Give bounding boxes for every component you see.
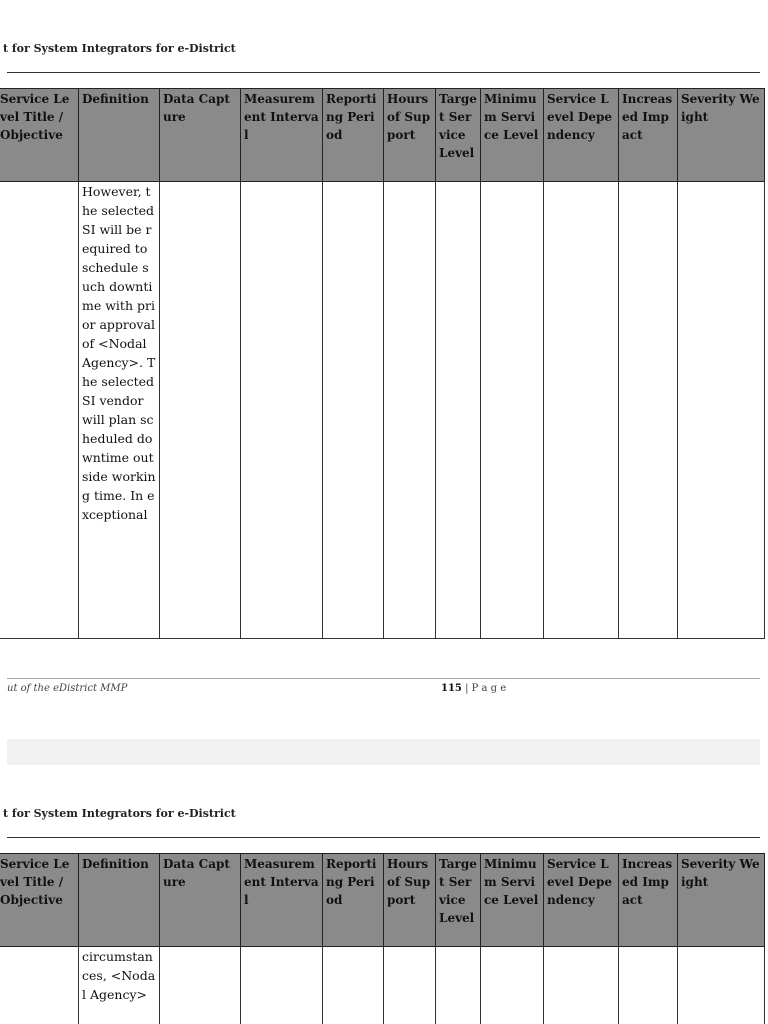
column-header: Minimum Service Level bbox=[481, 854, 544, 947]
table-row bbox=[0, 947, 765, 1024]
column-header: Definition bbox=[79, 854, 160, 947]
column-header: Increased Impact bbox=[619, 854, 678, 947]
table-cell bbox=[323, 182, 384, 639]
sla-table bbox=[0, 853, 765, 1024]
column-header: Hours of Support bbox=[384, 854, 436, 947]
column-header: Hours of Support bbox=[384, 89, 436, 182]
table-cell bbox=[160, 182, 241, 639]
table-cell bbox=[678, 947, 765, 1024]
table-cell bbox=[436, 947, 481, 1024]
table-cell bbox=[0, 182, 79, 639]
table-cell bbox=[619, 182, 678, 639]
column-header: Target Service Level bbox=[436, 854, 481, 947]
column-header: Reporting Period bbox=[323, 854, 384, 947]
page-label: | P a g e bbox=[465, 683, 507, 694]
footer-source: ut of the eDistrict MMP bbox=[7, 683, 128, 694]
column-header: Increased Impact bbox=[619, 89, 678, 182]
table-cell bbox=[160, 947, 241, 1024]
definition-cell: circumstances, <Nodal Agency> bbox=[79, 947, 160, 1024]
definition-cell: However, the selected SI will be required to schedule such downtime with prior approval of <Nodal Agency>. The selected SI vendor will plan scheduled downtime outside working time. In exceptional bbox=[79, 182, 160, 639]
column-header: Measurement Interval bbox=[241, 89, 323, 182]
column-header: Definition bbox=[79, 89, 160, 182]
document-header: t for System Integrators for e-District bbox=[3, 807, 236, 820]
column-header: Service Level Title / Objective bbox=[0, 854, 79, 947]
column-header: Measurement Interval bbox=[241, 854, 323, 947]
table-cell bbox=[436, 182, 481, 639]
table-cell bbox=[241, 182, 323, 639]
column-header: Service Level Dependency bbox=[544, 89, 619, 182]
table-row bbox=[0, 182, 765, 639]
page-number-value: 115 bbox=[441, 683, 462, 694]
table-cell bbox=[0, 947, 79, 1024]
table-cell bbox=[241, 947, 323, 1024]
column-header: Data Capture bbox=[160, 89, 241, 182]
header-rule bbox=[7, 72, 760, 73]
table-cell bbox=[323, 947, 384, 1024]
document-header: t for System Integrators for e-District bbox=[3, 42, 236, 55]
column-header: Severity Weight bbox=[678, 854, 765, 947]
page-separator bbox=[7, 739, 760, 765]
column-header: Target Service Level bbox=[436, 89, 481, 182]
table-cell bbox=[481, 182, 544, 639]
table-cell bbox=[678, 182, 765, 639]
table-cell bbox=[544, 947, 619, 1024]
footer-rule bbox=[7, 678, 760, 679]
header-rule bbox=[7, 837, 760, 838]
page-116 bbox=[0, 765, 768, 1024]
column-header: Minimum Service Level bbox=[481, 89, 544, 182]
table-cell bbox=[481, 947, 544, 1024]
table-cell bbox=[544, 182, 619, 639]
table-cell bbox=[619, 947, 678, 1024]
column-header: Service Level Title / Objective bbox=[0, 89, 79, 182]
column-header: Service Level Dependency bbox=[544, 854, 619, 947]
table-header-row bbox=[0, 89, 765, 182]
table-cell bbox=[384, 182, 436, 639]
column-header: Data Capture bbox=[160, 854, 241, 947]
sla-table bbox=[0, 88, 765, 639]
table-header-row bbox=[0, 854, 765, 947]
column-header: Reporting Period bbox=[323, 89, 384, 182]
table-cell bbox=[384, 947, 436, 1024]
page-number bbox=[441, 683, 506, 694]
column-header: Severity Weight bbox=[678, 89, 765, 182]
